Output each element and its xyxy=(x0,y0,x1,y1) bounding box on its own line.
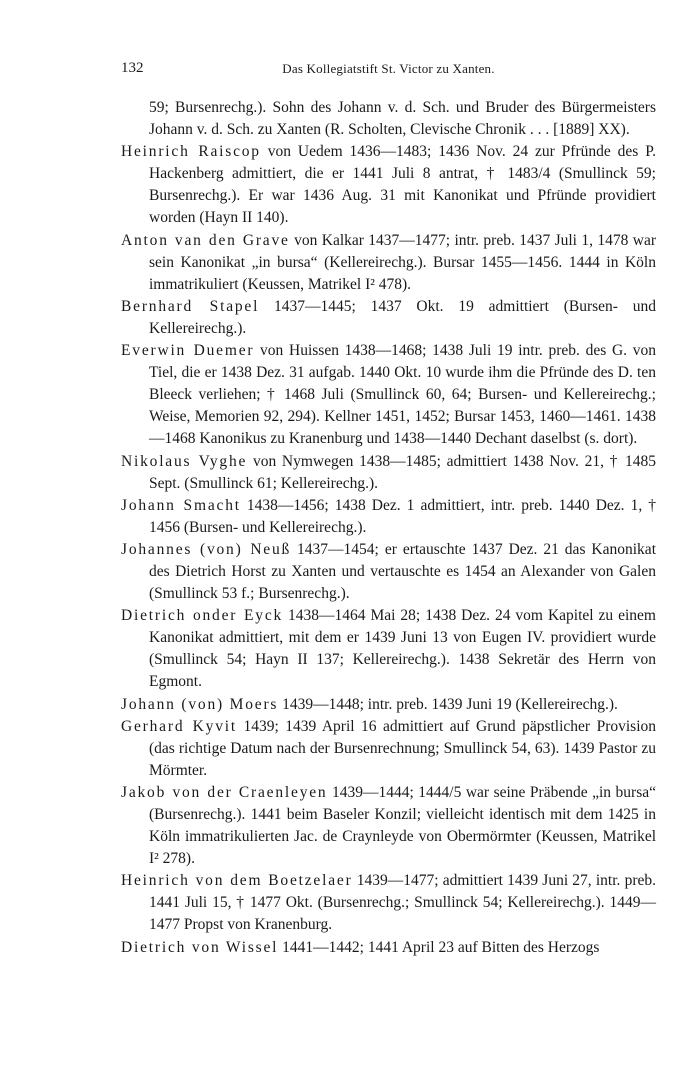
entry-text: 1437—1445; 1437 Okt. 19 admittiert (Bursen- und Kellereirechg.). xyxy=(149,297,656,337)
entry-name: Nikolaus Vyghe xyxy=(121,452,248,470)
entry-text: 1439—1477; admittiert 1439 Juni 27, intr. preb. 1441 Juli 15, † 1477 Okt. (Bursenrechg.; Smullinck 54; Kellereirechg.). 1449—1477 Propst von Kranenburg. xyxy=(149,872,656,934)
entry-text: 1439—1444; 1444/5 war seine Präbende „in bursa“ (Bursenrechg.). 1441 beim Baseler Konzil; vielleicht identisch mit dem 1425 in Köln immatrikulierten Jac. de Craynleyde von Obermörmter (Keussen, Matrikel I² 278). xyxy=(149,783,656,868)
register-entry xyxy=(121,451,656,495)
entry-list xyxy=(121,141,656,958)
entry-text: 1438—1456; 1438 Dez. 1 admittiert, intr. preb. 1440 Dez. 1, † 1456 (Bursen- und Kellereirechg.). xyxy=(149,496,656,536)
register-entry xyxy=(121,296,656,340)
register-entry xyxy=(121,230,656,296)
page-number: 132 xyxy=(121,60,144,76)
continuation-paragraph: 59; Bursenrechg.). Sohn des Johann v. d. Sch. und Bruder des Bürgermeisters Johann v. d. Sch. zu Xanten (R. Scholten, Clevische Chronik . . . [1889] XX). xyxy=(149,99,656,139)
entry-name: Everwin Duemer xyxy=(121,342,255,360)
entry-text: von Uedem 1436—1483; 1436 Nov. 24 zur Pfründe des P. Hackenberg admittiert, die er 1441 Juli 8 antrat, † 1483/4 (Smullinck 59; Bursenrechg.). Er war 1436 Aug. 31 mit Kanonikat und Pfründe providiert worden (Hayn II 140). xyxy=(149,143,656,227)
entry-name: Johann Smacht xyxy=(121,496,241,514)
register-entry xyxy=(121,495,656,539)
entry-name: Bernhard Stapel xyxy=(121,297,260,315)
entry-name: Dietrich von Wissel xyxy=(121,938,279,956)
register-entry xyxy=(121,782,656,870)
register-entry xyxy=(121,340,656,450)
entry-name: Johannes (von) Neuß xyxy=(121,540,292,558)
register-entry xyxy=(121,539,656,605)
page-header xyxy=(121,60,656,84)
entry-text: 1441—1442; 1441 April 23 auf Bitten des Herzogs xyxy=(278,938,600,956)
entry-text: 1438—1464 Mai 28; 1438 Dez. 24 vom Kapitel zu einem Kanonikat admittiert, mit dem er 1439 Juni 13 von Eugen IV. providiert wurde (Smullinck 54; Hayn II 137; Kellereirechg.). 1438 Sekretär des Herrn von Egmont. xyxy=(149,607,656,691)
register-entry xyxy=(121,937,656,959)
entry-text: von Huissen 1438—1468; 1438 Juli 19 intr. preb. des G. von Tiel, die er 1438 Dez. 31 aufgab. 1440 Okt. 10 wurde ihm die Pfründe des D. ten Bleeck verliehen; † 1468 Juli (Smullinck 60, 64; Bursen- und Kellereirechg.; Weise, Memorien 92, 294). Kellner 1451, 1452; Bursar 1453, 1460—1461. 1438—1468 Kanonikus zu Kranenburg und 1438—1440 Dechant daselbst (s. dort). xyxy=(149,342,656,448)
register-entry xyxy=(121,870,656,936)
entry-name: Heinrich von dem Boetzelaer xyxy=(121,872,353,890)
register-entry xyxy=(121,716,656,782)
entry-name: Heinrich Raiscop xyxy=(121,143,261,161)
register-entry xyxy=(121,605,656,693)
entry-text: von Nymwegen 1438—1485; admittiert 1438 Nov. 21, † 1485 Sept. (Smullinck 61; Kellereirechg.). xyxy=(149,452,656,492)
entry-name: Gerhard Kyvit xyxy=(121,717,237,735)
entry-name: Anton van den Grave xyxy=(121,231,290,249)
entry-name: Johann (von) Moers xyxy=(121,695,279,713)
register-entry xyxy=(121,694,656,716)
entry-name: Dietrich onder Eyck xyxy=(121,607,284,625)
running-head: Das Kollegiatstift St. Victor zu Xanten. xyxy=(282,61,495,76)
page-body xyxy=(121,97,656,959)
entry-text: 1437—1454; er ertauschte 1437 Dez. 21 das Kanonikat des Dietrich Horst zu Xanten und vertauschte es 1454 an Alexander von Galen (Smullinck 53 f.; Bursenrechg.). xyxy=(149,540,656,603)
entry-text: von Kalkar 1437—1477; intr. preb. 1437 Juli 1, 1478 war sein Kanonikat „in bursa“ (Kellereirechg.). Bursar 1455—1456. 1444 in Köln immatrikuliert (Keussen, Matrikel I² 478). xyxy=(149,231,656,293)
entry-text: 1439—1448; intr. preb. 1439 Juni 19 (Kellereirechg.). xyxy=(278,695,618,713)
entry-name: Jakob von der Craenleyen xyxy=(121,783,328,801)
entry-text: 1439; 1439 April 16 admittiert auf Grund päpstlicher Provision (das richtige Datum nach der Bursenrechnung; Smullinck 54, 63). 1439 Pastor zu Mörmter. xyxy=(149,717,656,779)
register-entry xyxy=(121,141,656,229)
